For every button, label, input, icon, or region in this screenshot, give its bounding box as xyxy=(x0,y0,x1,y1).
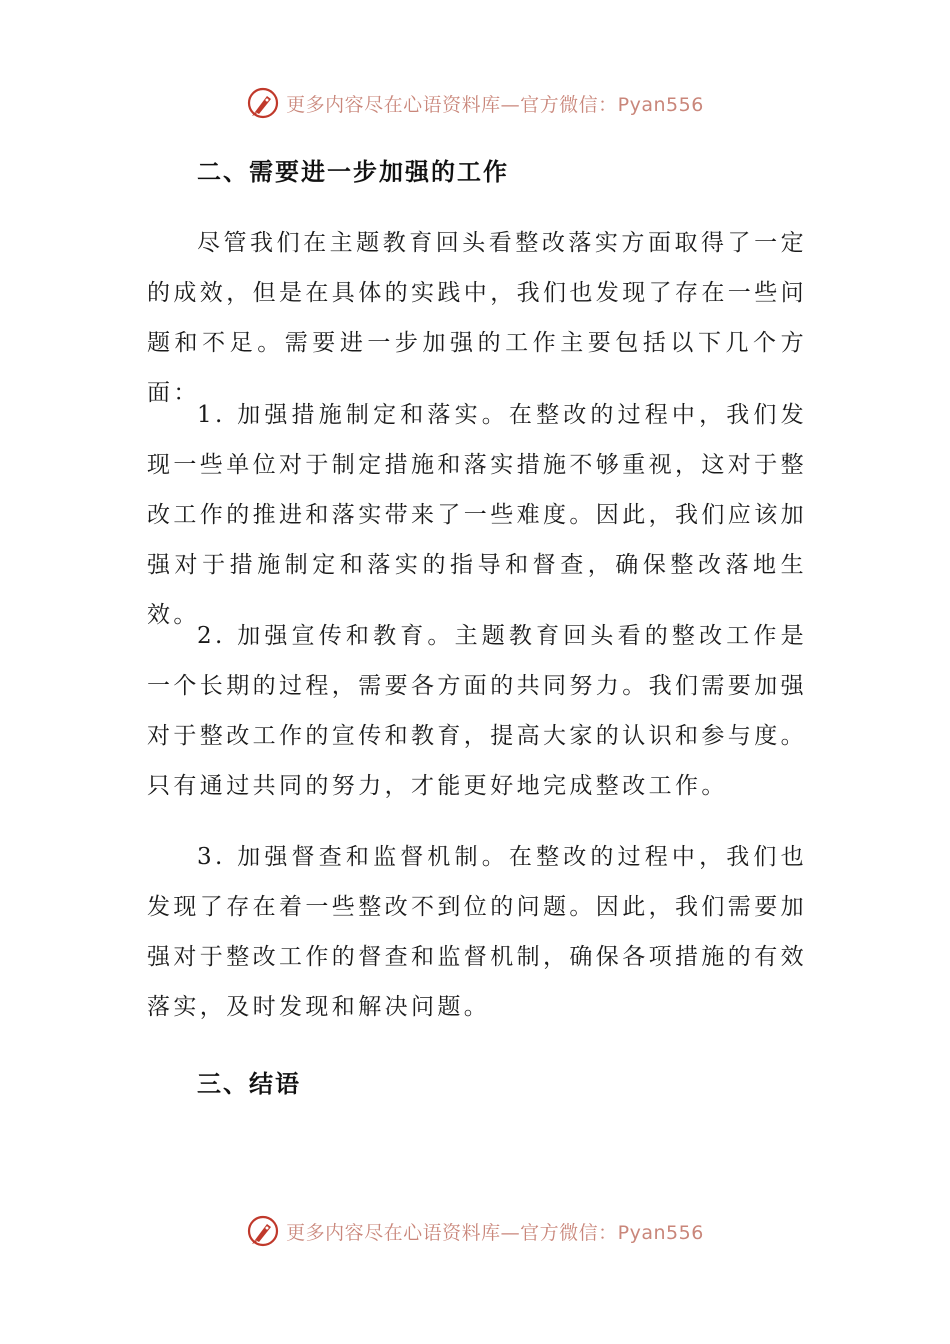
watermark-wechat-id: Pyan556 xyxy=(617,1221,704,1244)
list-item-2: 2. 加强宣传和教育。主题教育回头看的整改工作是一个长期的过程，需要各方面的共同努力。我们需要加强对于整改工作的宣传和教育，提高大家的认识和参与度。只有通过共同的努力，才能更好地完成整改工作。 xyxy=(147,623,807,799)
watermark-wechat-id: Pyan556 xyxy=(617,93,704,116)
pen-nib-logo-icon xyxy=(246,86,280,120)
footer-watermark-banner xyxy=(0,1211,950,1251)
watermark-text-cn: 更多内容尽在心语资料库—官方微信： xyxy=(286,1221,618,1244)
watermark-text-cn: 更多内容尽在心语资料库—官方微信： xyxy=(286,93,618,116)
list-item-3: 3. 加强督查和监督机制。在整改的过程中，我们也发现了存在着一些整改不到位的问题。因此，我们需要加强对于整改工作的督查和监督机制，确保各项措施的有效落实，及时发现和解决问题。 xyxy=(147,844,807,1020)
intro-paragraph: 尽管我们在主题教育回头看整改落实方面取得了一定的成效，但是在具体的实践中，我们也发现了存在一些问题和不足。需要进一步加强的工作主要包括以下几个方面： xyxy=(147,230,807,406)
header-watermark-banner xyxy=(0,83,950,123)
watermark-text xyxy=(286,90,704,117)
section-heading-2: 二、需要进一步加强的工作 xyxy=(197,158,509,186)
section-heading-3: 三、结语 xyxy=(197,1070,301,1098)
pen-nib-logo-icon xyxy=(246,1214,280,1248)
watermark-text xyxy=(286,1218,704,1245)
list-item-1: 1. 加强措施制定和落实。在整改的过程中，我们发现一些单位对于制定措施和落实措施不够重视，这对于整改工作的推进和落实带来了一些难度。因此，我们应该加强对于措施制定和落实的指导和督查，确保整改落地生效。 xyxy=(147,402,807,628)
